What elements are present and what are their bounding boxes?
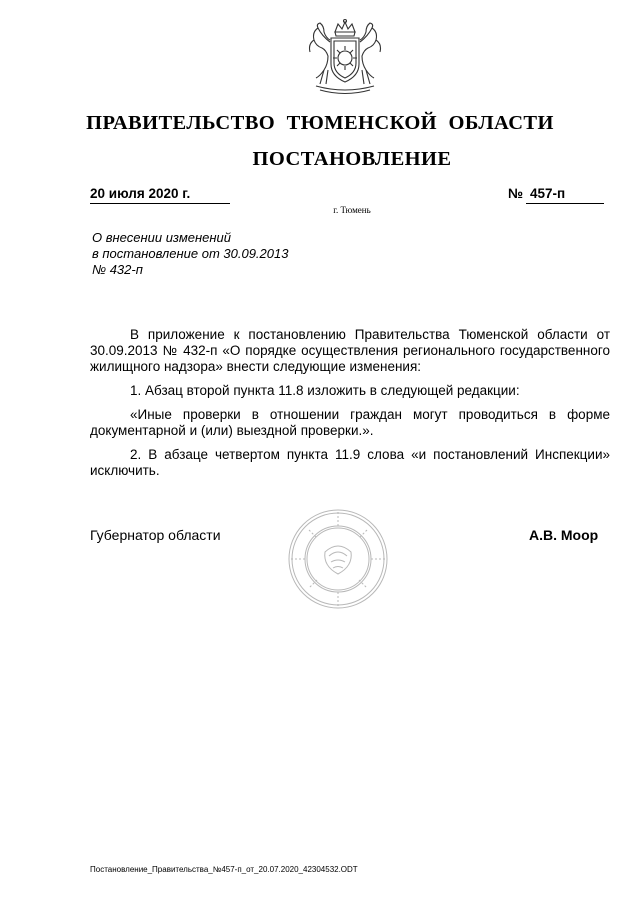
document-type-title: ПОСТАНОВЛЕНИЕ [252, 148, 452, 170]
document-subject [92, 230, 288, 278]
body-paragraph: В приложение к постановлению Правительства Тюменской области от 30.09.2013 № 432-п «О порядке осуществления регионального государственного жилищного надзора» внести следующие изменения: [90, 327, 610, 374]
government-title: ПРАВИТЕЛЬСТВО ТЮМЕНСКОЙ ОБЛАСТИ [86, 112, 554, 134]
date-underline [90, 203, 230, 204]
number-underline [526, 203, 604, 204]
signer-name: А.В. Моор [529, 527, 599, 543]
number-sign: № [508, 186, 524, 201]
subject-line: № 432-п [92, 262, 143, 277]
body-paragraph: 2. В абзаце четвертом пункта 11.9 слова «и постановлений Инспекции» исключить. [90, 447, 610, 478]
body-paragraph: «Иные проверки в отношении граждан могут проводиться в форме документарной и (или) выездной проверки.». [90, 407, 610, 438]
document-date: 20 июля 2020 г. [90, 186, 191, 201]
body-paragraph: 1. Абзац второй пункта 11.8 изложить в следующей редакции: [130, 383, 520, 398]
subject-line: О внесении изменений [92, 230, 231, 245]
coat-of-arms-icon [302, 18, 388, 98]
city-label: г. Тюмень [333, 205, 371, 215]
signer-title: Губернатор области [90, 527, 221, 543]
subject-line: в постановление от 30.09.2013 [92, 246, 289, 261]
official-seal-icon [287, 508, 389, 610]
document-body [90, 327, 610, 479]
document-number: 457-п [530, 186, 566, 201]
footer-filename: Постановление_Правительства_№457-п_от_20.07.2020_42304532.ODT [90, 865, 358, 874]
